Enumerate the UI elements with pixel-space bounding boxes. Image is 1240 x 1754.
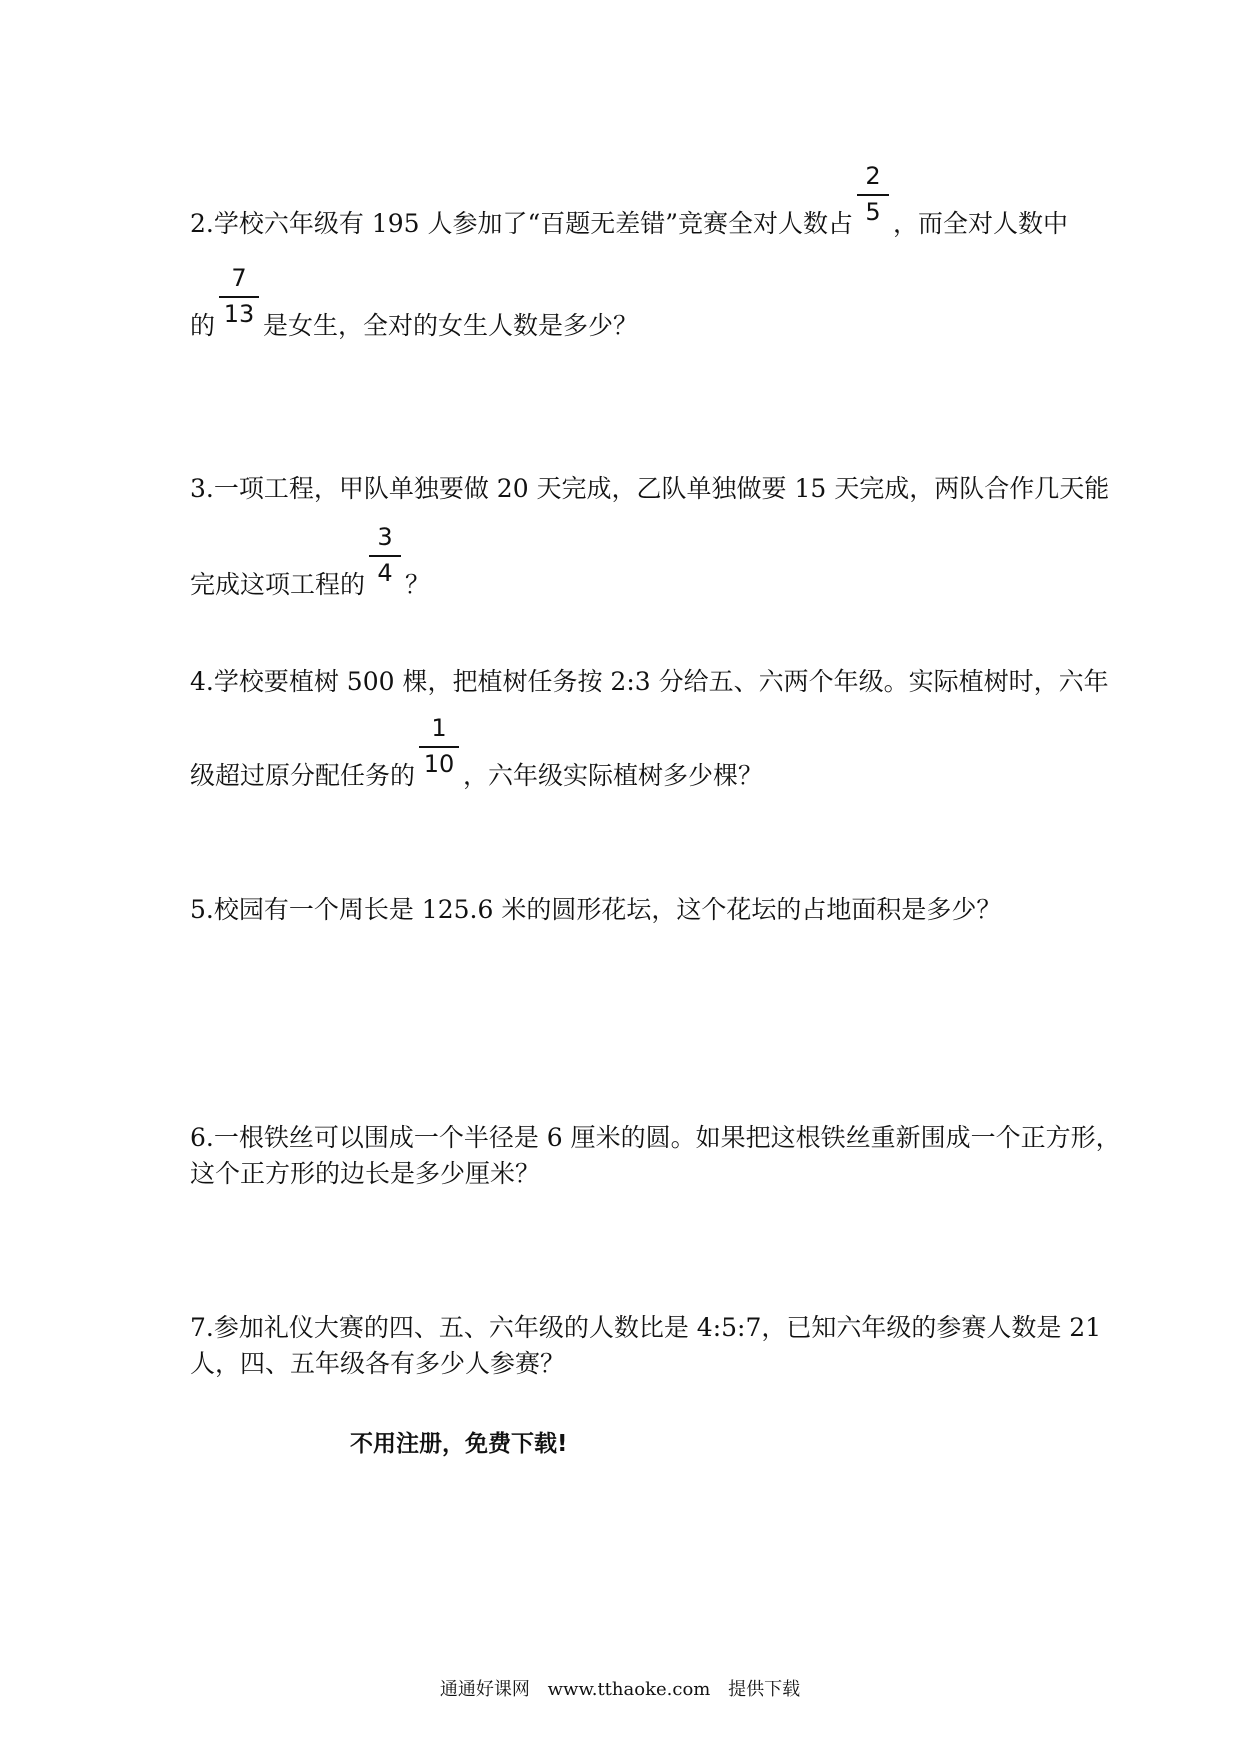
fraction-2-5 bbox=[857, 162, 889, 232]
problem-2-text-c: 的 bbox=[190, 311, 216, 340]
fraction-denominator: 5 bbox=[865, 198, 881, 226]
problem-6-line-2: 这个正方形的边长是多少厘米？ bbox=[190, 1159, 541, 1188]
problem-7-line-1: 7.参加礼仪大赛的四、五、六年级的人数比是 4:5:7，已知六年级的参赛人数是 21 bbox=[190, 1313, 1102, 1342]
problem-2-text-a: 2.学校六年级有 195 人参加了“百题无差错”竞赛全对人数占 bbox=[190, 209, 854, 238]
fraction-numerator: 3 bbox=[377, 523, 393, 551]
fraction-3-4 bbox=[369, 523, 401, 593]
problem-2-line-2 bbox=[190, 264, 639, 344]
fraction-denominator: 10 bbox=[423, 750, 455, 778]
footer-suffix: 提供下载 bbox=[728, 1679, 801, 1700]
problem-3-text-a: 完成这项工程的 bbox=[190, 570, 366, 599]
problem-4-text-b: ，六年级实际植树多少棵？ bbox=[463, 761, 764, 790]
footer-url[interactable]: www.tthaoke.com bbox=[547, 1679, 711, 1700]
problem-2-text-b: ，而全对人数中 bbox=[893, 209, 1069, 238]
fraction-7-13 bbox=[219, 264, 259, 334]
promo-text: 不用注册，免费下载! bbox=[350, 1431, 568, 1457]
footer-site-name: 通通好课网 bbox=[439, 1679, 530, 1700]
problem-4-line-1: 4.学校要植树 500 棵，把植树任务按 2:3 分给五、六两个年级。实际植树时，六年 bbox=[190, 667, 1109, 696]
problem-7-line-2: 人，四、五年级各有多少人参赛？ bbox=[190, 1349, 566, 1378]
fraction-1-10 bbox=[419, 714, 459, 784]
fraction-bar bbox=[419, 746, 459, 748]
problem-4-line-2 bbox=[190, 714, 764, 794]
fraction-bar bbox=[857, 194, 889, 196]
fraction-bar bbox=[369, 555, 401, 557]
problem-4-text-a: 级超过原分配任务的 bbox=[190, 761, 416, 790]
fraction-numerator: 1 bbox=[431, 714, 447, 742]
fraction-denominator: 4 bbox=[377, 559, 393, 587]
problem-6-line-1: 6.一根铁丝可以围成一个半径是 6 厘米的圆。如果把这根铁丝重新围成一个正方形， bbox=[190, 1123, 1121, 1152]
fraction-numerator: 2 bbox=[865, 162, 881, 190]
problem-3-text-b: ？ bbox=[405, 570, 431, 599]
problem-2-line-1 bbox=[190, 162, 1069, 242]
problem-3-line-1: 3.一项工程，甲队单独要做 20 天完成，乙队单独做要 15 天完成，两队合作几天能 bbox=[190, 474, 1110, 503]
fraction-bar bbox=[219, 296, 259, 298]
problem-5-line-1: 5.校园有一个周长是 125.6 米的圆形花坛，这个花坛的占地面积是多少？ bbox=[190, 895, 1002, 924]
fraction-numerator: 7 bbox=[231, 264, 247, 292]
problem-2-text-d: 是女生，全对的女生人数是多少？ bbox=[263, 311, 639, 340]
fraction-denominator: 13 bbox=[223, 300, 255, 328]
footer bbox=[0, 1678, 1240, 1702]
problem-3-line-2 bbox=[190, 523, 431, 603]
